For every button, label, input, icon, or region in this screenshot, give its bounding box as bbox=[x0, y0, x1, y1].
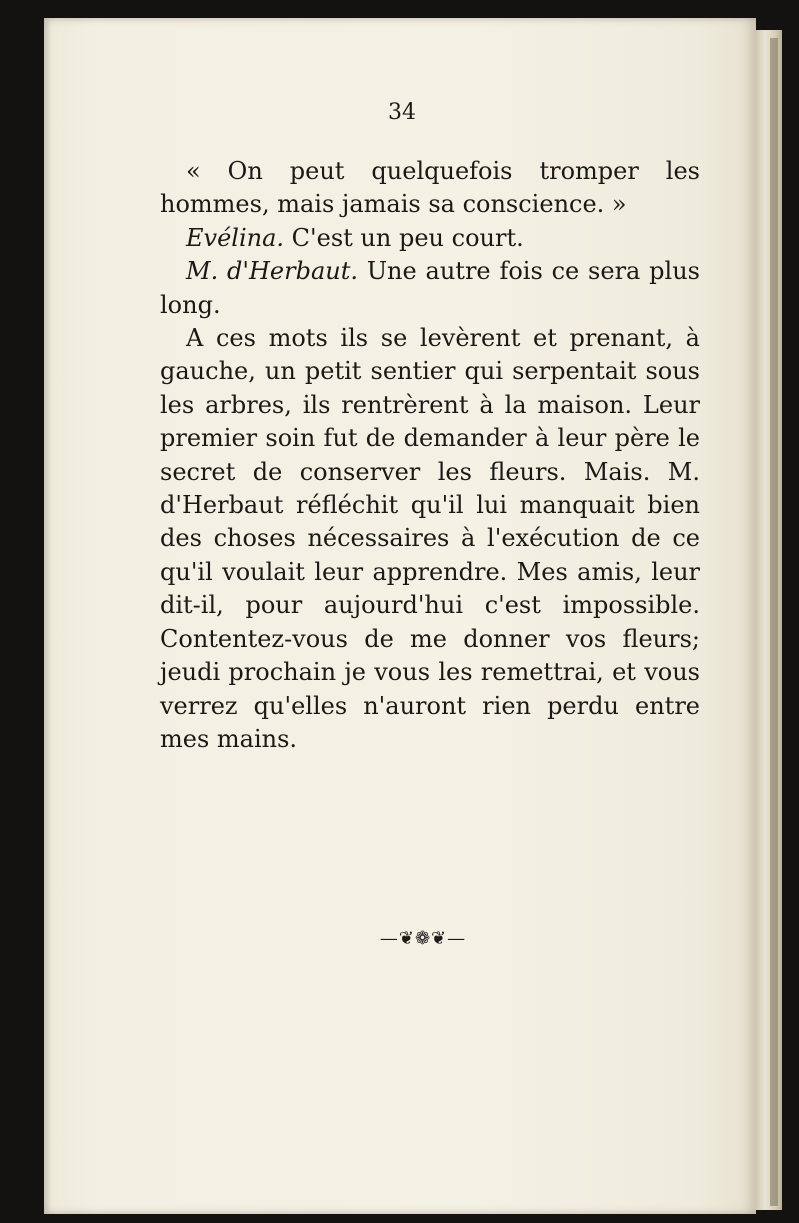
paragraph-quote-text: « On peut quelquefois tromper les hommes, mais jamais sa conscience. » bbox=[160, 157, 700, 219]
paragraph-quote bbox=[160, 155, 700, 222]
paragraph-narration-text: A ces mots ils se levèrent et prenant, à gauche, un petit sentier qui serpentait sous les arbres, ils rentrèrent à la maison. Leur premier soin fut de demander à leur père le secret de conserver les fleurs. Mais. M. d'Herbaut réfléchit qu'il lui manquait bien des choses nécessaires à l'exécution de ce qu'il voulait leur apprendre. Mes amis, leur dit-il, pour aujourd'hui c'est impossible. Contentez-vous de me donner vos fleurs; jeudi prochain je vous les remettrai, et vous verrez qu'elles n'auront rien perdu entre mes mains. bbox=[160, 324, 700, 753]
paragraph-evelina-text: C'est un peu court. bbox=[291, 223, 524, 252]
speaker-evelina: Evélina. bbox=[186, 223, 285, 252]
page-gutter-shadow bbox=[770, 38, 778, 1206]
ornament-divider: —❦❁❦— bbox=[379, 928, 467, 949]
paragraph-evelina bbox=[160, 222, 700, 255]
page-body-text bbox=[160, 155, 700, 756]
paragraph-herbaut bbox=[160, 255, 700, 322]
paragraph-herbaut-text: Une autre fois ce sera plus long. bbox=[160, 257, 700, 319]
adjacent-page-edge bbox=[756, 30, 782, 1210]
page-number: 34 bbox=[388, 100, 416, 125]
paragraph-narration bbox=[160, 322, 700, 756]
speaker-herbaut: M. d'Herbaut. bbox=[186, 257, 358, 286]
